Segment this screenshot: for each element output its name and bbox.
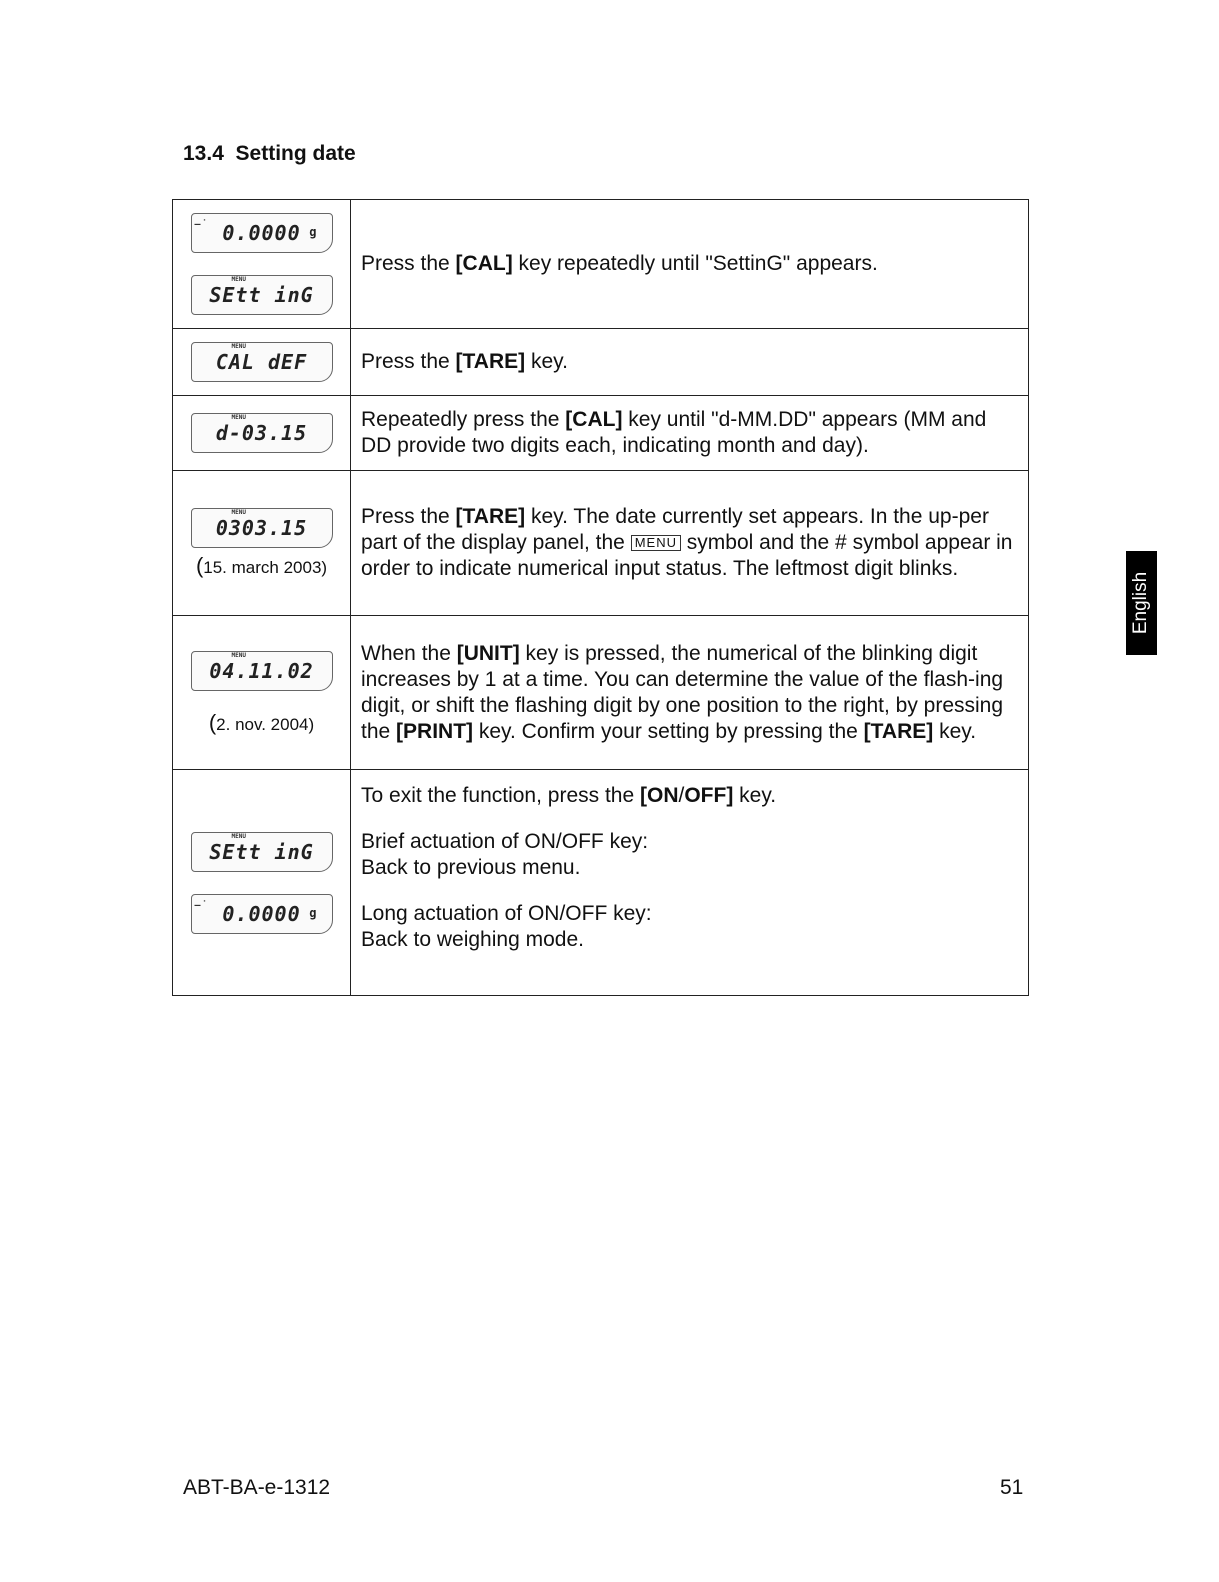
step-text: Press the [CAL] key repeatedly until "SettinG" appears.: [351, 200, 1029, 329]
lcd-weigh-display: –˙ 0.0000 g: [191, 213, 333, 253]
step-text: [351, 770, 1029, 996]
display-cell: [173, 200, 351, 329]
display-cell: [173, 471, 351, 616]
step-text: When the [UNIT] key is pressed, the numerical of the blinking digit increases by 1 at a time. You can determine the value of the flash-ing digit, or shift the flashing digit by one position to the right, by pressing the [PRINT] key. Confirm your setting by pressing the [TARE] key.: [351, 616, 1029, 770]
display-cell: [173, 329, 351, 396]
display-cell: [173, 770, 351, 996]
footer-page-number: 51: [1000, 1476, 1024, 1499]
key-label: [PRINT]: [396, 719, 474, 743]
lcd-date-edit-display: MENU 04.11.02: [191, 651, 333, 691]
step-row-2: [173, 329, 1029, 396]
display-cell: [173, 396, 351, 471]
display-caption: (15. march 2003): [195, 553, 328, 578]
key-label: [CAL]: [565, 408, 623, 431]
key-label: [CAL]: [455, 252, 513, 275]
lcd-cal-def-display: MENU CAL dEF: [191, 342, 333, 382]
step-row-4: [173, 471, 1029, 616]
step-text: Press the [TARE] key.: [351, 329, 1029, 396]
display-cell: [173, 616, 351, 770]
section-number: 13.4: [183, 142, 224, 165]
display-caption: (2. nov. 2004): [208, 709, 315, 735]
step-row-3: [173, 396, 1029, 471]
menu-symbol-icon: MENU: [631, 535, 681, 551]
key-label: OFF]: [684, 784, 734, 807]
step-text: Repeatedly press the [CAL] key until "d-MM.DD" appears (MM and DD provide two digits each, indicating month and day).: [351, 396, 1029, 471]
lcd-date-code-display: MENU d-03.15: [191, 413, 333, 453]
lcd-weigh-display: –˙ 0.0000 g: [191, 894, 333, 934]
long-actuation-note: Long actuation of ON/OFF key: Back to weighing mode.: [361, 902, 652, 951]
lcd-setting-display: MENU SEtt inG: [191, 275, 333, 315]
step-row-5: [173, 616, 1029, 770]
language-tab: English: [1126, 551, 1157, 655]
step-row-1: [173, 200, 1029, 329]
section-title: Setting date: [235, 142, 356, 165]
step-text: Press the [TARE] key. The date currently set appears. In the up-per part of the display panel, the MENU symbol and the # symbol appear in order to indicate numerical input status. The leftmost digit blinks.: [351, 471, 1029, 616]
brief-actuation-note: Brief actuation of ON/OFF key: Back to previous menu.: [361, 830, 649, 879]
key-label: [TARE]: [455, 505, 526, 528]
lcd-date-set-display: MENU 0303.15: [191, 508, 333, 548]
key-label: [TARE]: [863, 719, 934, 743]
key-label: [UNIT]: [456, 641, 520, 665]
step-instruction: To exit the function, press the [ON/OFF] key.: [361, 784, 777, 807]
key-label: [TARE]: [455, 350, 526, 373]
footer-doc-id: ABT-BA-e-1312: [183, 1476, 331, 1499]
key-label: [ON: [640, 784, 679, 807]
section-heading: [183, 142, 356, 166]
lcd-setting-display: MENU SEtt inG: [191, 832, 333, 872]
steps-table: [172, 199, 1029, 996]
step-row-6: [173, 770, 1029, 996]
